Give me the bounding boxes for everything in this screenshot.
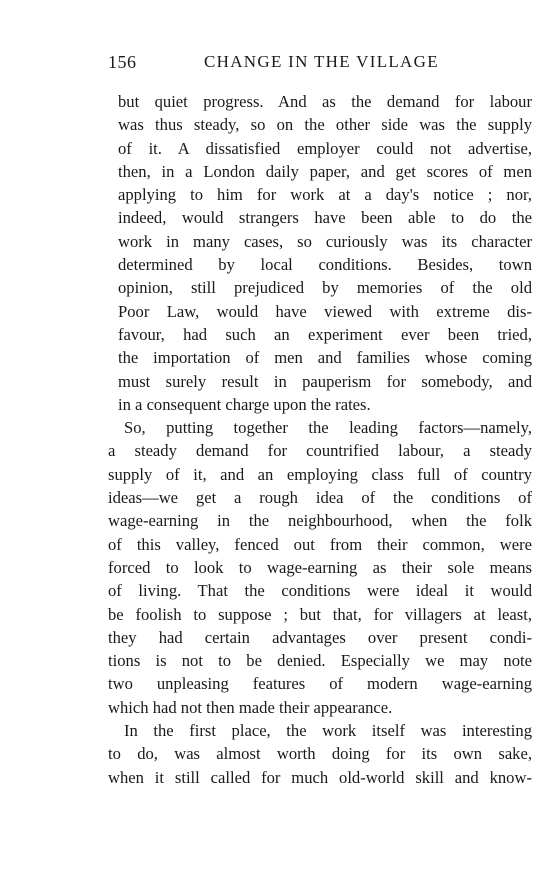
paragraph <box>108 416 532 719</box>
text-line: must surely result in pauperism for somebody, and <box>118 371 532 391</box>
paragraph <box>118 90 532 416</box>
text-line: In the first place, the work itself was interesting <box>124 721 532 741</box>
text-line: forced to look to wage-earning as their sole means <box>108 557 532 577</box>
running-title: CHANGE IN THE VILLAGE <box>204 52 439 71</box>
text-line: to do, was almost worth doing for its own sake, <box>108 744 532 764</box>
page-number: 156 <box>108 52 137 72</box>
text-line: of this valley, fenced out from their common, were <box>108 534 532 554</box>
text-line: the importation of men and families whose coming <box>118 348 532 368</box>
text-line: when it still called for much old-world skill and know- <box>108 767 532 787</box>
text-line: favour, had such an experiment ever been tried, <box>118 324 532 344</box>
text-line: opinion, still prejudiced by memories of the old <box>118 278 532 298</box>
text-line: Poor Law, would have viewed with extreme dis- <box>118 301 532 321</box>
text-line: ideas—we get a rough idea of the conditions of <box>108 488 532 508</box>
text-line: determined by local conditions. Besides, town <box>118 255 532 275</box>
page-header <box>108 52 524 78</box>
text-line: in a consequent charge upon the rates. <box>118 394 371 414</box>
text-line: So, putting together the leading factors—namely, <box>124 418 532 438</box>
body-text <box>108 90 532 789</box>
text-line: but quiet progress. And as the demand for labour <box>118 92 532 111</box>
text-line: of living. That the conditions were ideal it would <box>108 581 532 601</box>
text-line: tions is not to be denied. Especially we may note <box>108 651 532 671</box>
text-line: supply of it, and an employing class full of country <box>108 464 532 484</box>
paragraph <box>108 719 532 789</box>
text-line: work in many cases, so curiously was its character <box>118 231 532 251</box>
text-line: of it. A dissatisfied employer could not advertise, <box>118 138 532 158</box>
text-line: two unpleasing features of modern wage-earning <box>108 674 532 694</box>
text-line: a steady demand for countrified labour, a steady <box>108 441 532 461</box>
text-line: applying to him for work at a day's notice ; nor, <box>118 185 532 205</box>
text-line: was thus steady, so on the other side was the supply <box>118 115 532 135</box>
text-line: they had certain advantages over present condi- <box>108 627 532 647</box>
text-line: be foolish to suppose ; but that, for villagers at least, <box>108 604 532 624</box>
text-line: wage-earning in the neighbourhood, when the folk <box>108 511 532 531</box>
text-line: indeed, would strangers have been able to do the <box>118 208 532 228</box>
text-line: which had not then made their appearance. <box>108 697 393 717</box>
text-line: then, in a London daily paper, and get scores of men <box>118 161 532 181</box>
